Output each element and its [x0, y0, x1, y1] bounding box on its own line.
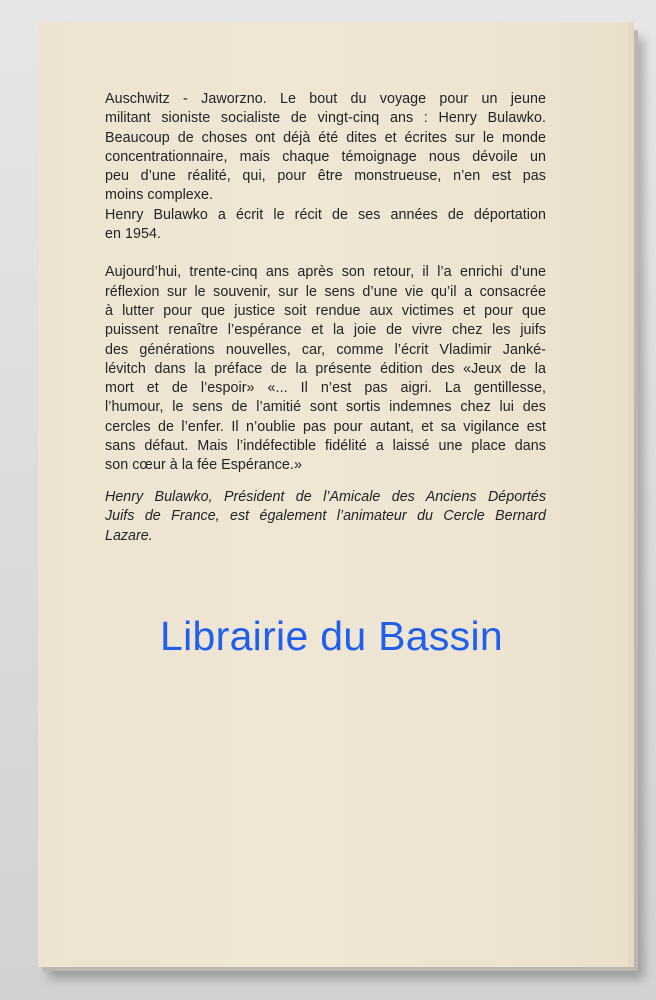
text-line: Auschwitz - Jaworzno. Le bout du voyage pour un jeune	[105, 91, 546, 107]
text-line: Henry Bulawko a écrit le récit de ses années de déportation	[105, 206, 546, 223]
text-line: Lazare.	[105, 527, 153, 544]
text-line: moins complexe.	[105, 187, 214, 204]
paragraph-reflection	[105, 263, 546, 475]
text-line: cercles de l’enfer. Il n’oublie pas pour autant, et sa vigilance est	[105, 418, 546, 435]
text-line: concentrationnaire, mais chaque témoignage nous dévoile un	[105, 148, 546, 165]
author-bio	[105, 488, 546, 546]
text-line: Henry Bulawko, Président de l’Amicale des Anciens Déportés	[105, 489, 546, 505]
text-line: peu d’une réalité, qui, pour être monstrueuse, n’en est pas	[105, 168, 546, 185]
text-line: mort et de l’espoir» «... Il n’est pas aigri. La gentillesse,	[105, 380, 546, 397]
text-line: son cœur à la fée Espérance.»	[105, 457, 302, 474]
text-line: Aujourd’hui, trente-cinq ans après son retour, il l’a enrichi d’une	[105, 264, 546, 281]
text-line: réflexion sur le souvenir, sur le sens d’une vie qu’il a consacrée	[105, 283, 546, 300]
back-cover-text	[105, 90, 546, 476]
text-line: Juifs de France, est également l’animateur du Cercle Bernard	[105, 508, 546, 525]
paragraph-intro	[105, 90, 546, 206]
text-line: des générations nouvelles, car, comme l’écrit Vladimir Janké-	[105, 341, 546, 358]
text-line: lévitch dans la préface de la présente édition des «Jeux de la	[105, 360, 546, 377]
text-line: l’humour, le sens de l’amitié sont sortis indemnes chez lui des	[105, 399, 546, 416]
text-line: à lutter pour que justice soit rendue aux victimes et pour que	[105, 302, 546, 319]
text-line: sans défaut. Mais l’indéfectible fidélité a laissé une place dans	[105, 438, 546, 455]
text-line: puissent renaître l’espérance et la joie de vivre chez les juifs	[105, 322, 546, 339]
text-line: en 1954.	[105, 226, 162, 243]
text-line: militant sioniste socialiste de vingt-cinq ans : Henry Bulawko.	[105, 110, 546, 127]
paragraph-account	[105, 206, 546, 245]
text-line: Beaucoup de choses ont déjà été dites et écrites sur le monde	[105, 129, 546, 146]
seller-watermark: Librairie du Bassin	[160, 613, 503, 659]
